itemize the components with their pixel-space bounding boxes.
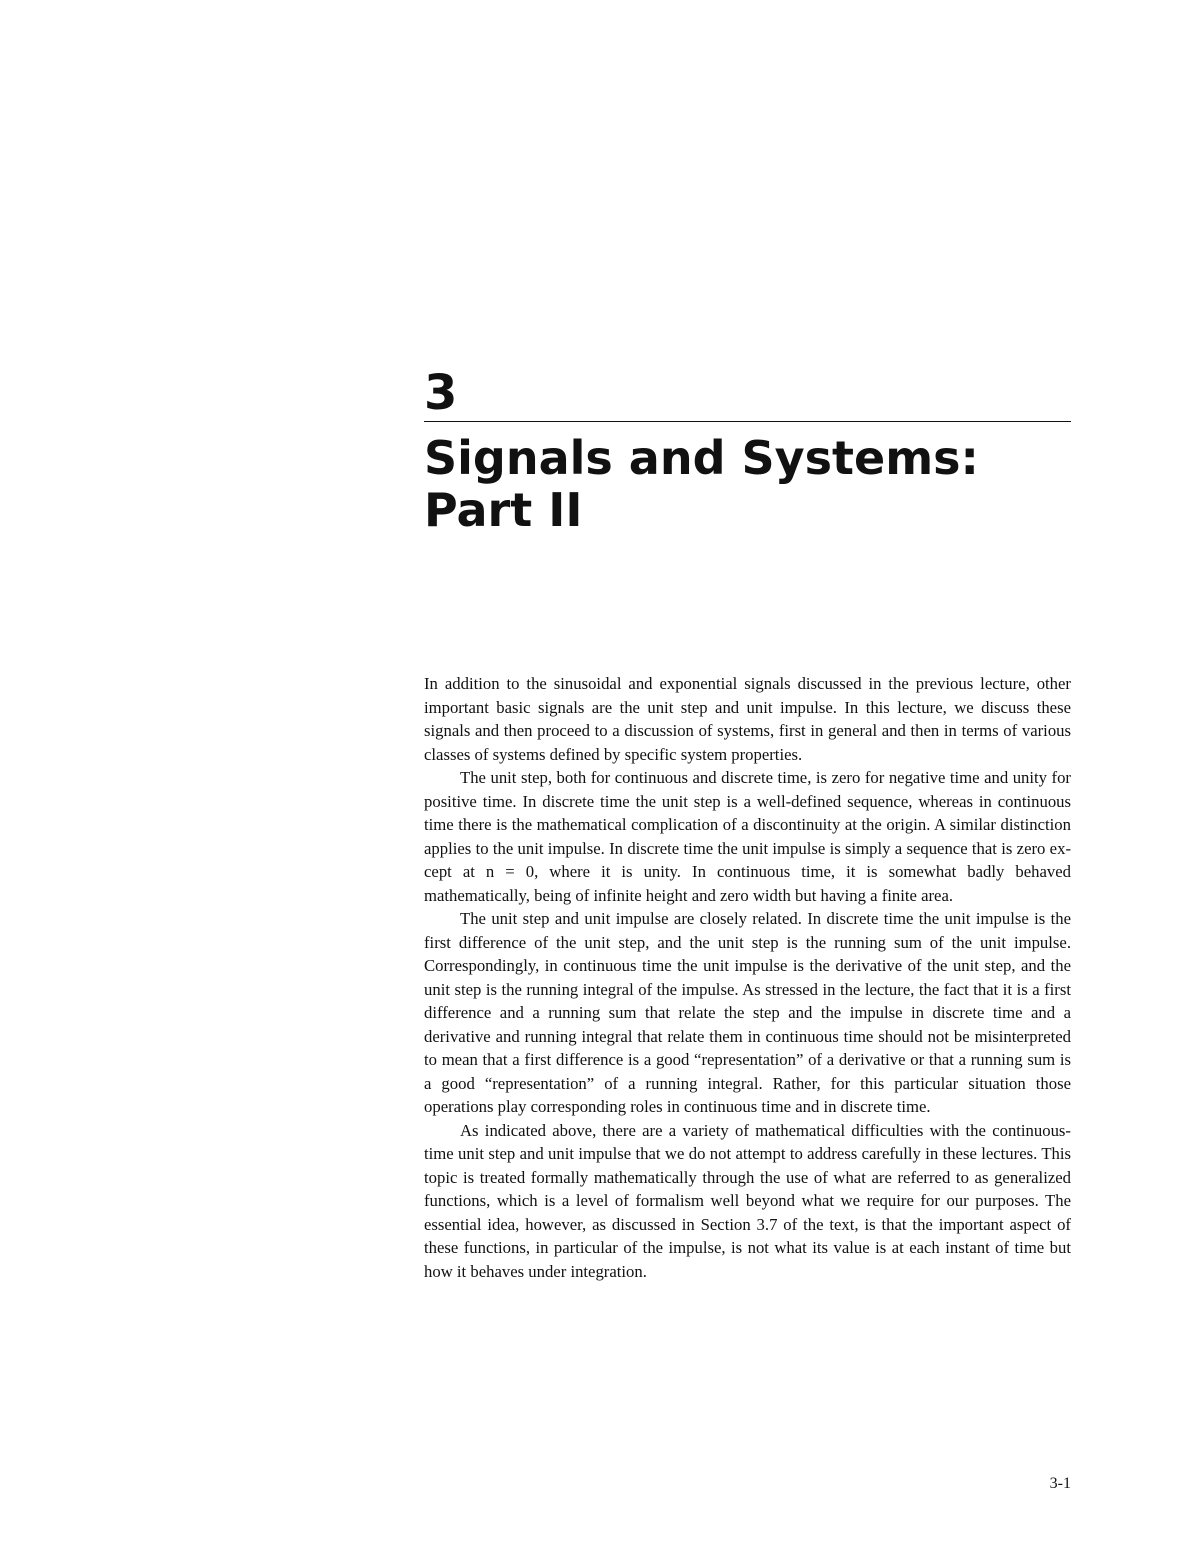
chapter-rule — [424, 421, 1071, 422]
body-text — [424, 672, 1071, 1283]
paragraph-1: In addition to the sinusoidal and exponential signals discussed in the previous lecture, other important basic signals are the unit step and unit impulse. In this lecture, we discuss these signals and then proceed to a discussion of systems, first in general and then in terms of various classes of systems defined by specific system properties. — [424, 674, 1071, 764]
page-number: 3-1 — [1049, 1475, 1071, 1492]
chapter-title-line-2: Part II — [424, 483, 583, 537]
chapter-title — [424, 432, 1124, 536]
chapter-number: 3 — [424, 365, 458, 421]
chapter-title-line-1: Signals and Systems: — [424, 431, 979, 485]
paragraph-2: The unit step, both for continuous and discrete time, is zero for negative time and unity for positive time. In discrete time the unit step is a well-defined sequence, whereas in continuous time there is the mathematical complication of a discontinuity at the origin. A similar distinction applies to the unit impulse. In discrete time the unit impulse is simply a sequence that is zero except at n = 0, where it is unity. In continuous time, it is somewhat badly behaved mathematically, being of infinite height and zero width but having a finite area. — [424, 768, 1071, 905]
paragraph-3: The unit step and unit impulse are closely related. In discrete time the unit impulse is the first difference of the unit step, and the unit step is the running sum of the unit impulse. Correspondingly, in continuous time the unit impulse is the derivative of the unit step, and the unit step is the running integral of the impulse. As stressed in the lecture, the fact that it is a first difference and a running sum that relate the step and the impulse in discrete time and a derivative and running integral that relate them in continuous time should not be misinterpreted to mean that a first difference is a good “representation” of a derivative or that a running sum is a good “representation” of a running integral. Rather, for this particular situation those operations play corresponding roles in continuous time and in discrete time. — [424, 909, 1071, 1116]
paragraph-4: As indicated above, there are a variety of mathematical difficulties with the continuous-time unit step and unit impulse that we do not attempt to address carefully in these lectures. This topic is treated formally mathematically through the use of what are referred to as generalized functions, which is a level of formalism well beyond what we require for our purposes. The essential idea, however, as discussed in Section 3.7 of the text, is that the important aspect of these functions, in particular of the impulse, is not what its value is at each instant of time but how it behaves under integration. — [424, 1120, 1071, 1281]
